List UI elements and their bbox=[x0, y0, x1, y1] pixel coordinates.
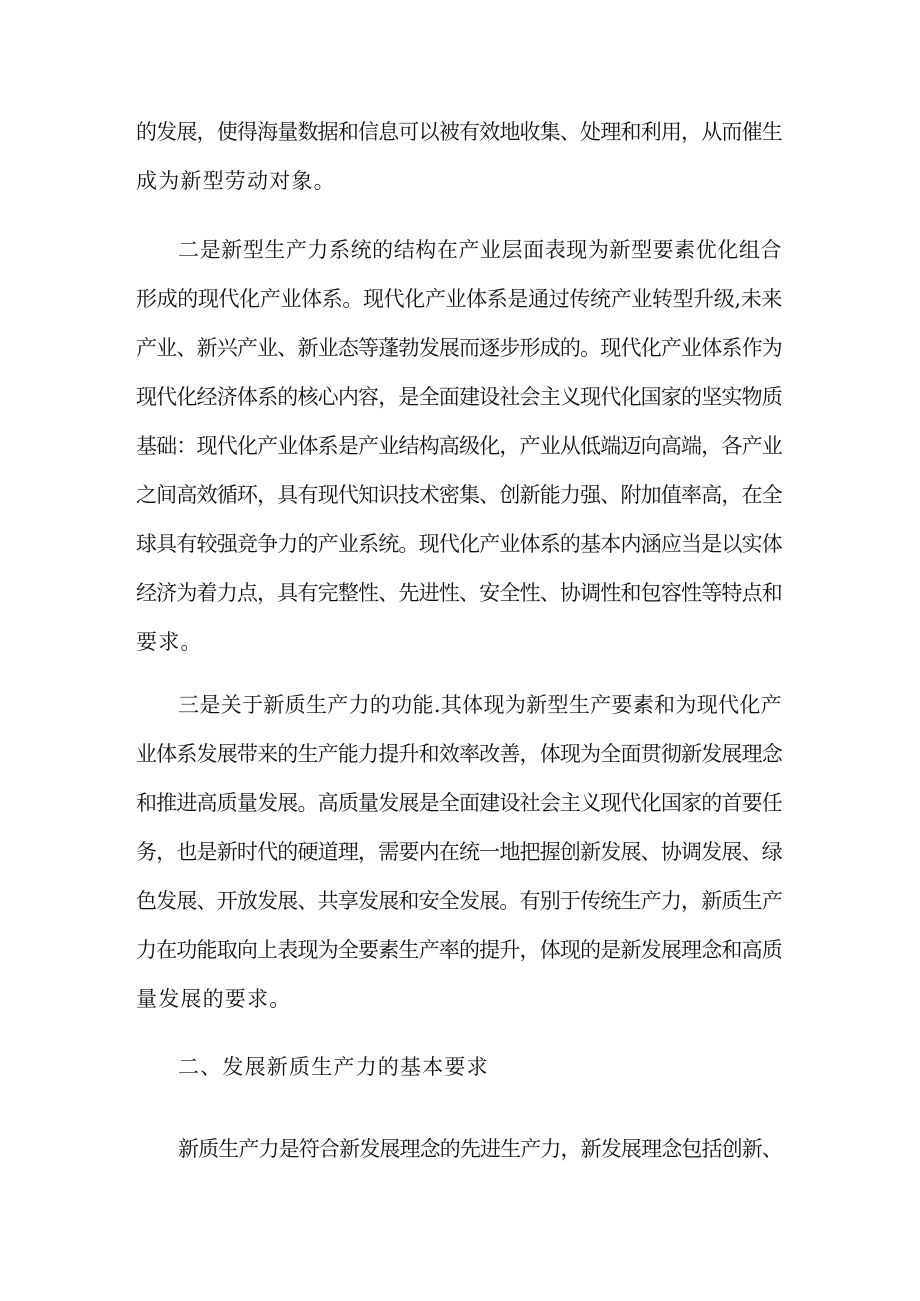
paragraph-continuation bbox=[136, 108, 782, 206]
paragraph-basic-requirements bbox=[136, 1125, 782, 1174]
text-line: 形成的现代化产业体系。现代化产业体系是通过传统产业转型升级,未来 bbox=[136, 287, 782, 311]
text-line: 色发展、开放发展、共享发展和安全发展。有别于传统生产力，新质生产 bbox=[136, 889, 782, 913]
text-line: 球具有较强竞争力的产业系统。现代化产业体系的基本内涵应当是以实体 bbox=[136, 532, 782, 556]
text-line: 经济为着力点，具有完整性、先进性、安全性、协调性和包容性等特点和 bbox=[136, 581, 782, 605]
paragraph-function bbox=[136, 681, 782, 1024]
text-line: 务，也是新时代的硬道理，需要内在统一地把握创新发展、协调发展、绿 bbox=[136, 840, 782, 864]
text-line: 业体系发展带来的生产能力提升和效率改善，体现为全面贯彻新发展理念 bbox=[136, 742, 782, 766]
text-line: 的发展，使得海量数据和信息可以被有效地收集、处理和利用，从而催生 bbox=[136, 120, 782, 144]
paragraph-industrial-system bbox=[136, 226, 782, 667]
text-line: 现代化经济体系的核心内容，是全面建设社会主义现代化国家的坚实物质 bbox=[136, 385, 782, 409]
text-line: 产业、新兴产业、新业态等蓬勃发展而逐步形成的。现代化产业体系作为 bbox=[136, 336, 782, 360]
text-line: 量发展的要求。 bbox=[136, 987, 292, 1011]
text-line: 二是新型生产力系统的结构在产业层面表现为新型要素优化组合 bbox=[178, 238, 782, 262]
text-line: 三是关于新质生产力的功能.其体现为新型生产要素和为现代化产 bbox=[178, 693, 782, 717]
text-line: 力在功能取向上表现为全要素生产率的提升，体现的是新发展理念和高质 bbox=[136, 938, 782, 962]
text-line: 新质生产力是符合新发展理念的先进生产力，新发展理念包括创新、 bbox=[178, 1137, 782, 1161]
heading-text: 二、发展新质生产力的基本要求 bbox=[178, 1055, 489, 1079]
text-line: 成为新型劳动对象。 bbox=[136, 169, 336, 193]
text-line: 要求。 bbox=[136, 630, 203, 654]
text-line: 和推进高质量发展。高质量发展是全面建设社会主义现代化国家的首要任 bbox=[136, 791, 782, 815]
text-line: 基础：现代化产业体系是产业结构高级化，产业从低端迈向高端，各产业 bbox=[136, 434, 782, 458]
section-heading bbox=[136, 1043, 782, 1092]
text-line: 之间高效循环，具有现代知识技术密集、创新能力强、附加值率高，在全 bbox=[136, 483, 782, 507]
